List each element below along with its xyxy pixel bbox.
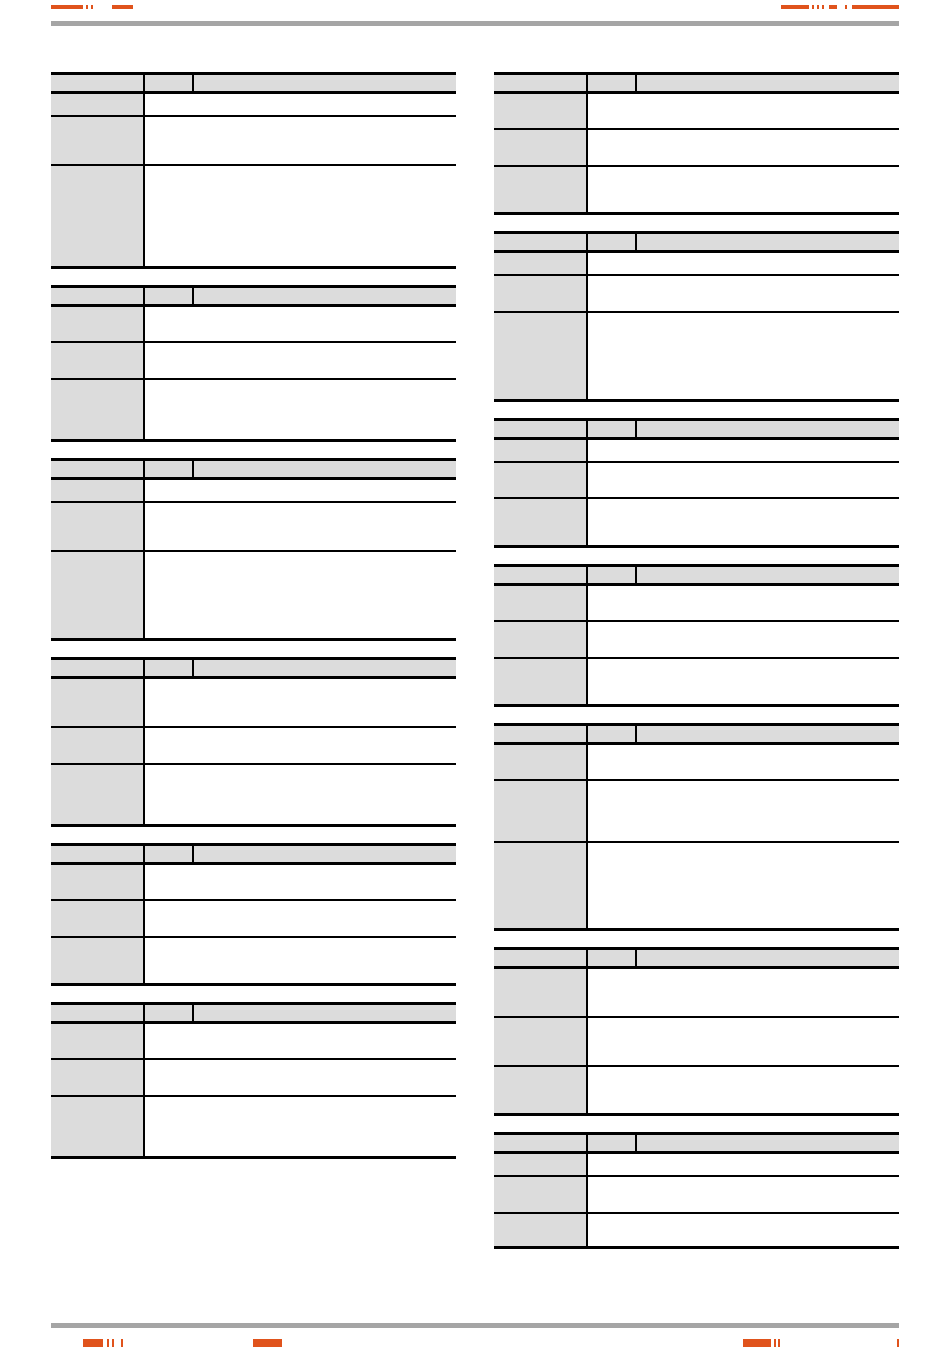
table-header-cell: [588, 950, 637, 966]
row-label-cell: [51, 865, 145, 899]
table-row: [51, 164, 456, 266]
header-mark-right-tick: [822, 5, 824, 9]
row-label-cell: [494, 499, 588, 545]
table-header-cell: [194, 846, 456, 862]
table-body: [51, 679, 456, 827]
row-label-cell: [51, 380, 145, 439]
table-row: [494, 461, 899, 497]
header-mark-left-block: [112, 5, 133, 9]
table-header-cell: [51, 660, 145, 676]
row-label-cell: [494, 843, 588, 928]
row-value-cell: [588, 1177, 899, 1212]
row-value-cell: [588, 276, 899, 311]
row-label-cell: [51, 901, 145, 936]
table-header-cell: [494, 421, 588, 437]
row-label-cell: [494, 586, 588, 620]
table-row: [494, 657, 899, 704]
row-value-cell: [588, 94, 899, 128]
row-value-cell: [588, 969, 899, 1016]
row-value-cell: [145, 1097, 456, 1156]
table-row: [51, 679, 456, 726]
row-label-cell: [51, 552, 145, 638]
table-body: [494, 94, 899, 215]
table-body: [494, 1154, 899, 1249]
table-header-cell: [494, 1135, 588, 1151]
table-header-cell: [494, 950, 588, 966]
row-value-cell: [145, 380, 456, 439]
table-row: [494, 1175, 899, 1212]
table-row: [494, 274, 899, 311]
table-body: [51, 480, 456, 641]
table-header-row: [494, 231, 899, 253]
table-header-cell: [637, 234, 899, 250]
footer-mark-bar: [83, 1339, 103, 1347]
row-value-cell: [588, 253, 899, 274]
footer-mark-tick: [107, 1339, 109, 1347]
table-header-row: [494, 72, 899, 94]
table-row: [494, 1212, 899, 1246]
table-header-cell: [494, 234, 588, 250]
row-value-cell: [145, 865, 456, 899]
table-header-cell: [145, 1005, 194, 1021]
row-label-cell: [494, 745, 588, 779]
row-label-cell: [51, 679, 145, 726]
table-entry: [51, 843, 456, 986]
right-column: [494, 72, 899, 1249]
footer-rule: [51, 1323, 899, 1328]
row-value-cell: [145, 765, 456, 824]
table-row: [51, 899, 456, 936]
table-row: [51, 480, 456, 501]
table-header-cell: [194, 660, 456, 676]
table-entry: [494, 231, 899, 402]
row-value-cell: [145, 117, 456, 164]
table-row: [494, 1154, 899, 1175]
row-value-cell: [588, 167, 899, 212]
table-row: [51, 378, 456, 439]
row-label-cell: [51, 480, 145, 501]
row-label-cell: [494, 1154, 588, 1175]
table-header-cell: [637, 567, 899, 583]
table-header-cell: [494, 567, 588, 583]
row-label-cell: [51, 1024, 145, 1058]
table-header-cell: [145, 846, 194, 862]
table-header-cell: [194, 75, 456, 91]
table-header-cell: [494, 726, 588, 742]
table-body: [494, 586, 899, 707]
row-value-cell: [588, 1214, 899, 1246]
header-mark-left-tick: [91, 5, 93, 9]
table-entry: [51, 285, 456, 442]
row-value-cell: [588, 586, 899, 620]
table-row: [494, 1065, 899, 1113]
table-row: [51, 865, 456, 899]
table-header-row: [51, 657, 456, 679]
row-value-cell: [588, 130, 899, 165]
table-body: [494, 745, 899, 931]
table-header-cell: [145, 75, 194, 91]
table-row: [51, 501, 456, 550]
table-row: [494, 969, 899, 1016]
table-header-row: [51, 1002, 456, 1024]
row-label-cell: [51, 1060, 145, 1095]
table-header-cell: [51, 846, 145, 862]
table-entry: [494, 72, 899, 215]
row-label-cell: [494, 1067, 588, 1113]
table-header-cell: [145, 461, 194, 477]
table-header-cell: [145, 288, 194, 304]
row-value-cell: [588, 622, 899, 657]
row-label-cell: [494, 94, 588, 128]
table-row: [494, 1016, 899, 1065]
row-value-cell: [145, 343, 456, 378]
header-mark-left-tick: [86, 5, 88, 9]
table-header-cell: [637, 950, 899, 966]
table-row: [494, 94, 899, 128]
table-entry: [494, 723, 899, 931]
row-value-cell: [145, 1060, 456, 1095]
table-row: [494, 165, 899, 212]
table-body: [494, 440, 899, 548]
row-label-cell: [51, 503, 145, 550]
table-row: [51, 763, 456, 824]
row-label-cell: [494, 1214, 588, 1246]
row-value-cell: [145, 166, 456, 266]
table-row: [494, 311, 899, 399]
table-body: [51, 94, 456, 269]
table-header-row: [51, 843, 456, 865]
header-mark-right-tick: [845, 5, 847, 9]
footer-mark-tick: [897, 1339, 899, 1347]
row-label-cell: [494, 969, 588, 1016]
row-label-cell: [494, 622, 588, 657]
row-label-cell: [494, 1018, 588, 1065]
row-label-cell: [494, 440, 588, 461]
table-header-row: [494, 418, 899, 440]
footer-mark-tick: [121, 1339, 123, 1347]
row-value-cell: [588, 1154, 899, 1175]
footer-mark-block: [253, 1339, 282, 1347]
header-mark-right-bar: [781, 5, 809, 9]
table-header-cell: [588, 234, 637, 250]
row-label-cell: [494, 313, 588, 399]
table-header-cell: [194, 461, 456, 477]
table-entry: [51, 657, 456, 827]
table-body: [494, 253, 899, 402]
table-header-row: [494, 723, 899, 745]
table-header-row: [51, 285, 456, 307]
row-value-cell: [145, 94, 456, 115]
table-entry: [494, 418, 899, 548]
table-header-cell: [588, 1135, 637, 1151]
table-header-cell: [588, 567, 637, 583]
row-value-cell: [588, 781, 899, 841]
table-header-row: [494, 947, 899, 969]
footer-mark-bar: [743, 1339, 771, 1347]
header-rule: [51, 21, 899, 26]
row-value-cell: [588, 313, 899, 399]
row-value-cell: [145, 901, 456, 936]
table-header-cell: [194, 1005, 456, 1021]
row-label-cell: [494, 463, 588, 497]
row-label-cell: [494, 276, 588, 311]
row-label-cell: [494, 253, 588, 274]
row-label-cell: [494, 130, 588, 165]
table-body: [494, 969, 899, 1116]
row-value-cell: [145, 1024, 456, 1058]
header-mark-right-tick: [812, 5, 814, 9]
table-row: [494, 253, 899, 274]
table-header-cell: [637, 75, 899, 91]
table-entry: [51, 458, 456, 641]
table-row: [51, 94, 456, 115]
row-value-cell: [145, 552, 456, 638]
row-label-cell: [51, 1097, 145, 1156]
row-value-cell: [588, 745, 899, 779]
table-entry: [494, 947, 899, 1116]
table-header-cell: [51, 288, 145, 304]
table-header-cell: [588, 726, 637, 742]
table-row: [51, 1024, 456, 1058]
row-value-cell: [588, 499, 899, 545]
table-header-row: [494, 1132, 899, 1154]
table-row: [51, 936, 456, 983]
table-row: [51, 1058, 456, 1095]
table-row: [494, 440, 899, 461]
table-header-cell: [637, 1135, 899, 1151]
footer-mark-tick: [112, 1339, 114, 1347]
table-body: [51, 1024, 456, 1159]
table-row: [494, 128, 899, 165]
row-label-cell: [51, 938, 145, 983]
row-label-cell: [51, 307, 145, 341]
table-row: [51, 307, 456, 341]
row-value-cell: [588, 440, 899, 461]
table-header-row: [51, 72, 456, 94]
row-label-cell: [51, 765, 145, 824]
table-header-cell: [51, 461, 145, 477]
table-header-cell: [637, 421, 899, 437]
table-header-cell: [494, 75, 588, 91]
header-mark-right-bar: [852, 5, 899, 9]
table-header-row: [494, 564, 899, 586]
row-value-cell: [588, 659, 899, 704]
header-mark-right-block: [829, 5, 837, 9]
table-body: [51, 307, 456, 442]
row-label-cell: [494, 1177, 588, 1212]
table-row: [494, 620, 899, 657]
row-value-cell: [588, 1067, 899, 1113]
table-header-cell: [145, 660, 194, 676]
table-row: [51, 726, 456, 763]
table-row: [494, 841, 899, 928]
table-header-cell: [51, 1005, 145, 1021]
row-label-cell: [51, 117, 145, 164]
table-row: [494, 497, 899, 545]
table-entry: [51, 1002, 456, 1159]
table-row: [51, 115, 456, 164]
row-label-cell: [51, 166, 145, 266]
table-row: [494, 779, 899, 841]
row-value-cell: [588, 843, 899, 928]
table-header-cell: [588, 75, 637, 91]
table-row: [494, 745, 899, 779]
row-value-cell: [145, 480, 456, 501]
row-label-cell: [51, 343, 145, 378]
row-value-cell: [145, 938, 456, 983]
table-header-cell: [637, 726, 899, 742]
table-entry: [494, 1132, 899, 1249]
table-row: [51, 1095, 456, 1156]
table-row: [51, 341, 456, 378]
row-label-cell: [494, 781, 588, 841]
table-header-row: [51, 458, 456, 480]
table-row: [494, 586, 899, 620]
table-row: [51, 550, 456, 638]
footer-mark-tick: [778, 1339, 780, 1347]
table-header-cell: [588, 421, 637, 437]
row-label-cell: [51, 728, 145, 763]
table-header-cell: [51, 75, 145, 91]
header-mark-left-bar: [51, 5, 83, 9]
row-value-cell: [145, 307, 456, 341]
row-label-cell: [494, 659, 588, 704]
table-body: [51, 865, 456, 986]
row-label-cell: [51, 94, 145, 115]
row-value-cell: [588, 463, 899, 497]
footer-mark-tick: [774, 1339, 776, 1347]
table-header-cell: [194, 288, 456, 304]
header-mark-right-tick: [817, 5, 819, 9]
table-entry: [494, 564, 899, 707]
row-value-cell: [145, 728, 456, 763]
table-entry: [51, 72, 456, 269]
row-value-cell: [145, 503, 456, 550]
row-label-cell: [494, 167, 588, 212]
row-value-cell: [145, 679, 456, 726]
row-value-cell: [588, 1018, 899, 1065]
left-column: [51, 72, 456, 1159]
